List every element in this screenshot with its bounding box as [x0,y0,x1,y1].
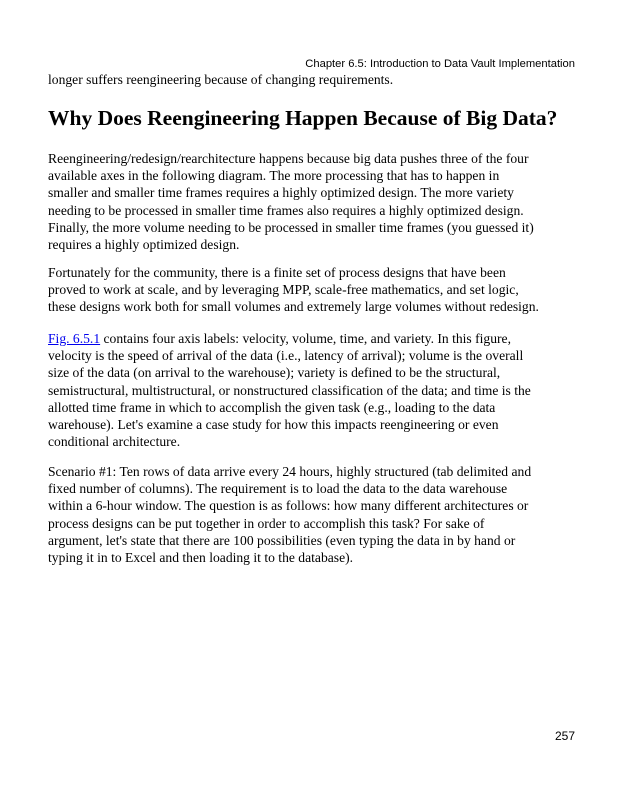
paragraph-line: allotted time frame in which to accomplish the given task (e.g., loading to the data [48,399,496,415]
paragraph-line: conditional architecture. [48,434,181,450]
figure-link[interactable]: Fig. 6.5.1 [48,331,101,346]
paragraph-line: requires a highly optimized design. [48,237,240,253]
paragraph-line: typing it in to Excel and then loading it to the database). [48,550,354,566]
paragraph-line: needing to be processed in smaller time frames also requires a highly optimized design. [48,202,524,218]
paragraph-line: fixed number of columns). The requirement is to load the data to the data warehouse [48,481,508,497]
page-number: 257 [554,729,575,743]
paragraph-line: smaller and smaller time frames requires a highly optimized design. The more variety [48,185,514,201]
paragraph-line: these designs work both for small volumes and extremely large volumes without redesign. [48,299,539,315]
paragraph-line: within a 6-hour window. The question is as follows: how many different architectures or [48,498,529,514]
paragraph-line-rest: contains four axis labels: velocity, volume, time, and variety. In this figure, [100,331,511,346]
paragraph-4 [48,463,574,566]
paragraph-line: Scenario #1: Ten rows of data arrive every 24 hours, highly structured (tab delimited and [48,464,532,479]
paragraph-1 [48,150,574,253]
carryover-text [48,71,574,88]
paragraph-line: Finally, the more volume needing to be processed in smaller time frames (you guessed it) [48,219,534,235]
paragraph-line: warehouse). Let's examine a case study for how this impacts reengineering or even [48,417,499,433]
running-header: Chapter 6.5: Introduction to Data Vault Implementation [305,58,575,70]
paragraph-line: semistructural, multistructural, or nonstructured classification of the data; and time is the [48,382,531,398]
paragraph-line: velocity is the speed of arrival of the data (i.e., latency of arrival); volume is the overall [48,348,524,364]
paragraph-2 [48,264,574,316]
paragraph-line: available axes in the following diagram. The more processing that has to happen in [48,168,500,184]
paragraph-line: size of the data (on arrival to the warehouse); variety is defined to be the structural, [48,365,501,381]
carryover-line: longer suffers reengineering because of changing requirements. [48,72,394,87]
paragraph-line [48,330,574,347]
paragraph-line: argument, let's state that there are 100 possibilities (even typing the data in by hand or [48,532,516,548]
paragraph-line: process designs can be put together in order to accomplish this task? For sake of [48,515,485,531]
paragraph-3 [48,330,574,450]
paragraph-line: Reengineering/redesign/rearchitecture happens because big data pushes three of the four [48,151,529,166]
section-heading: Why Does Reengineering Happen Because of Big Data? [48,106,558,130]
paragraph-line: proved to work at scale, and by leveraging MPP, scale-free mathematics, and set logic, [48,282,519,298]
paragraph-line: Fortunately for the community, there is a finite set of process designs that have been [48,265,506,280]
